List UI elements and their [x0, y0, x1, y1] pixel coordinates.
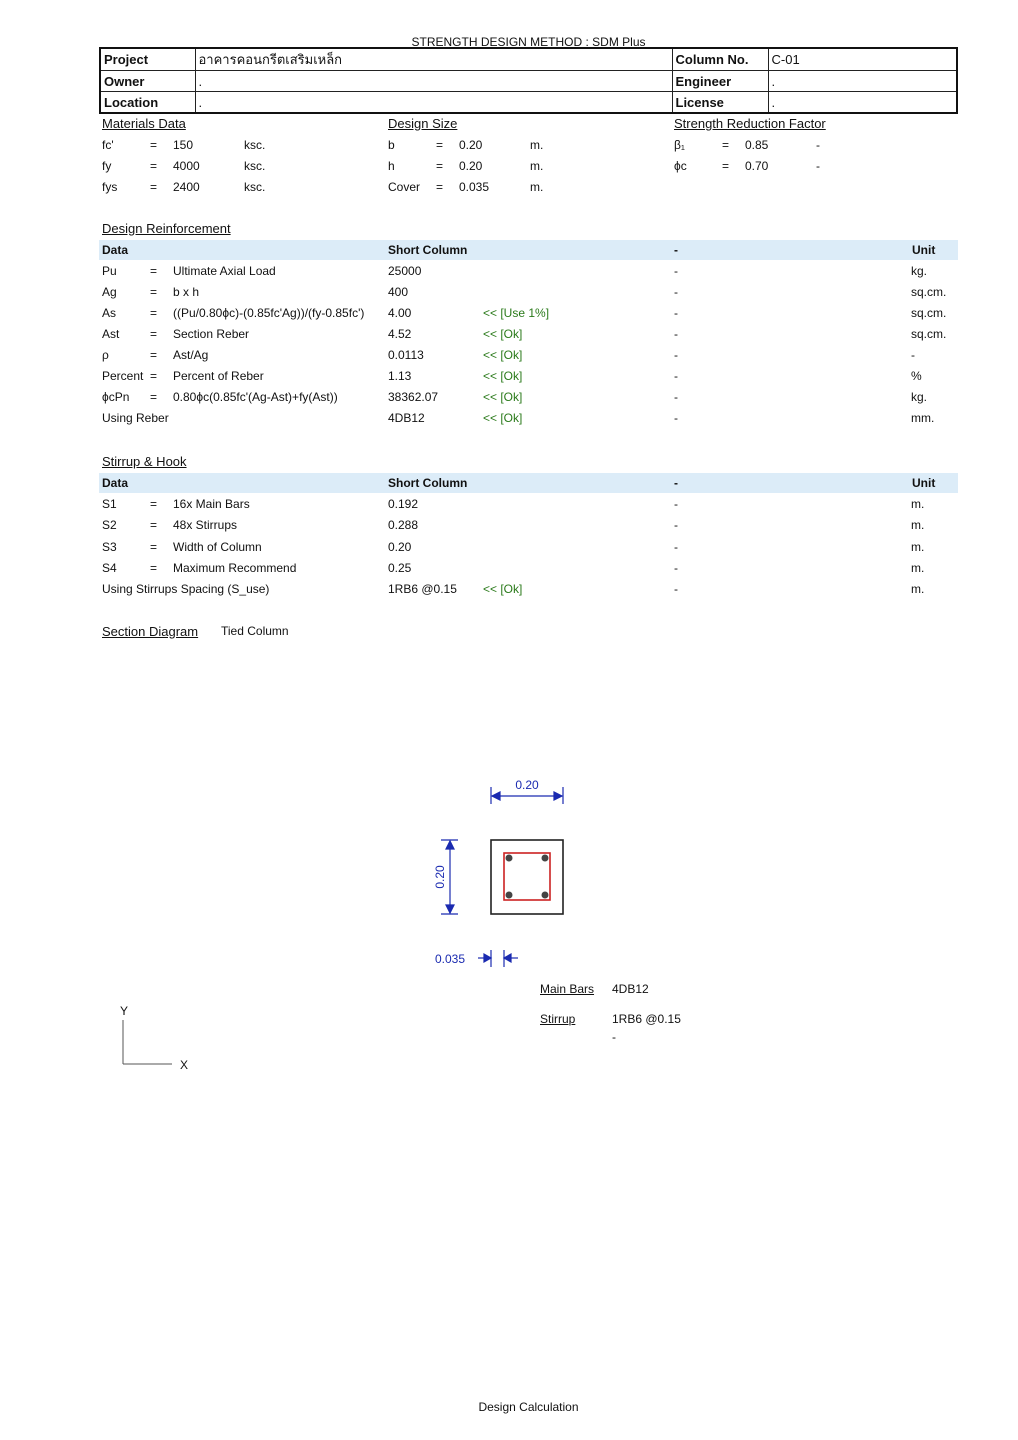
reduction-value: 0.70: [745, 159, 769, 173]
table-row: [99, 558, 958, 578]
material-eq: =: [150, 180, 158, 194]
row-dash: -: [674, 390, 678, 404]
row-dash: -: [674, 264, 678, 278]
cover-dimension: [478, 950, 518, 967]
table-row: [99, 303, 958, 323]
row-check: << [Ok]: [483, 411, 523, 425]
section-diagram-title: Section Diagram: [102, 624, 199, 639]
row-value: 38362.07: [388, 390, 439, 404]
material-eq: =: [150, 138, 158, 152]
column-outline: [491, 840, 563, 914]
axes-indicator: [110, 1000, 200, 1075]
row-name: ϕcPn: [102, 390, 130, 404]
row-name: As: [102, 306, 117, 320]
row-desc: Ast/Ag: [173, 348, 209, 362]
size-name: h: [388, 159, 395, 173]
row-unit: kg.: [911, 390, 928, 404]
row-value: 1.13: [388, 369, 412, 383]
main-bar: [542, 892, 549, 899]
row-name: S3: [102, 540, 117, 554]
row-desc: Section Reber: [173, 327, 250, 341]
row-desc: 0.80ϕc(0.85fc'(Ag-Ast)+fy(Ast)): [173, 390, 338, 404]
row-eq: =: [150, 327, 158, 341]
size-eq: =: [436, 159, 444, 173]
row-check: << [Ok]: [483, 327, 523, 341]
row-name: S1: [102, 497, 117, 511]
row-eq: =: [150, 369, 158, 383]
row-name: Pu: [102, 264, 117, 278]
header-data: Data: [102, 476, 129, 490]
row-dash: -: [674, 540, 678, 554]
owner-value: .: [195, 71, 672, 92]
row-check: << [Ok]: [483, 582, 523, 596]
row-name: Percent: [102, 369, 144, 383]
table-row: [99, 515, 958, 535]
reduction-title: Strength Reduction Factor: [674, 116, 826, 131]
material-name: fc': [102, 138, 114, 152]
engineer-label: Engineer: [672, 71, 768, 92]
axis-y-label: Y: [119, 1004, 129, 1018]
row-unit: kg.: [911, 264, 928, 278]
stirrup-extra: -: [612, 1030, 616, 1044]
column-no-value: C-01: [768, 48, 957, 71]
license-value: .: [768, 92, 957, 114]
row-value: 400: [388, 285, 409, 299]
axis-x-label: X: [179, 1058, 189, 1072]
row-eq: =: [150, 306, 158, 320]
main-bars-value: 4DB12: [612, 982, 649, 996]
header-short-column: Short Column: [388, 476, 468, 490]
row-desc: Maximum Recommend: [173, 561, 297, 575]
row-eq: =: [150, 348, 158, 362]
table-row: [99, 261, 958, 281]
reduction-name: ϕc: [674, 159, 687, 173]
row-desc: Width of Column: [173, 540, 262, 554]
reduction-eq: =: [722, 159, 730, 173]
row-unit: -: [911, 348, 915, 362]
size-unit: m.: [530, 180, 544, 194]
header-dash: -: [674, 476, 678, 490]
table-row: [99, 324, 958, 344]
stirrup-value: 1RB6 @0.15: [612, 1012, 681, 1026]
row-value: 4DB12: [388, 411, 425, 425]
main-bar: [506, 855, 513, 862]
location-label: Location: [100, 92, 195, 114]
row-unit: m.: [911, 497, 925, 511]
size-name: Cover: [388, 180, 421, 194]
reduction-unit: -: [816, 159, 820, 173]
header-unit: Unit: [912, 243, 936, 257]
project-label: Project: [100, 48, 195, 71]
stirrup-title: Stirrup & Hook: [102, 454, 187, 469]
size-name: b: [388, 138, 395, 152]
row-dash: -: [674, 518, 678, 532]
size-eq: =: [436, 138, 444, 152]
row-dash: -: [674, 348, 678, 362]
size-unit: m.: [530, 138, 544, 152]
row-check: << [Ok]: [483, 348, 523, 362]
header-unit: Unit: [912, 476, 936, 490]
row-name: S2: [102, 518, 117, 532]
table-row: [99, 366, 958, 386]
reduction-value: 0.85: [745, 138, 769, 152]
row-name: Ag: [102, 285, 117, 299]
main-bars-label: Main Bars: [540, 982, 595, 996]
size-value: 0.035: [459, 180, 490, 194]
engineer-value: .: [768, 71, 957, 92]
row-dash: -: [674, 306, 678, 320]
column-no-label: Column No.: [672, 48, 768, 71]
size-value: 0.20: [459, 159, 483, 173]
material-value: 2400: [173, 180, 200, 194]
row-unit: %: [911, 369, 922, 383]
row-name: ρ: [102, 348, 109, 362]
width-dimension-label: 0.20: [515, 778, 539, 792]
main-bar: [542, 855, 549, 862]
design-size-title: Design Size: [388, 116, 458, 131]
row-eq: =: [150, 390, 158, 404]
row-unit: m.: [911, 540, 925, 554]
height-dimension-label: 0.20: [433, 865, 447, 889]
project-value: อาคารคอนกรีตเสริมเหล็ก: [195, 48, 672, 71]
header-dash: -: [674, 243, 678, 257]
header-data: Data: [102, 243, 129, 257]
column-section-diagram: [400, 770, 620, 980]
reduction-name: β₁: [674, 138, 685, 152]
row-value: 0.25: [388, 561, 412, 575]
license-label: License: [672, 92, 768, 114]
row-check: << [Ok]: [483, 369, 523, 383]
row-unit: m.: [911, 518, 925, 532]
material-value: 150: [173, 138, 194, 152]
cover-dimension-label: 0.035: [434, 952, 465, 966]
row-check: << [Ok]: [483, 390, 523, 404]
row-eq: =: [150, 518, 158, 532]
row-dash: -: [674, 497, 678, 511]
row-eq: =: [150, 561, 158, 575]
row-unit: sq.cm.: [911, 285, 947, 299]
project-header-table: [99, 47, 958, 114]
reinforcement-title: Design Reinforcement: [102, 221, 231, 236]
reduction-eq: =: [722, 138, 730, 152]
row-dash: -: [674, 411, 678, 425]
size-eq: =: [436, 180, 444, 194]
table-row: [99, 537, 958, 557]
row-value: 4.52: [388, 327, 412, 341]
row-eq: =: [150, 264, 158, 278]
stirrup-label: Stirrup: [540, 1012, 576, 1026]
row-name: S4: [102, 561, 117, 575]
row-unit: m.: [911, 582, 925, 596]
row-desc: 16x Main Bars: [173, 497, 250, 511]
row-unit: sq.cm.: [911, 327, 947, 341]
reinforcement-header: [99, 240, 958, 260]
row-desc: ((Pu/0.80ϕc)-(0.85fc'Ag))/(fy-0.85fc'): [173, 306, 365, 320]
material-value: 4000: [173, 159, 200, 173]
row-value: 0.0113: [388, 348, 424, 362]
row-eq: =: [150, 285, 158, 299]
table-row: [99, 282, 958, 302]
row-check: << [Use 1%]: [483, 306, 550, 320]
material-name: fys: [102, 180, 118, 194]
material-unit: ksc.: [244, 138, 266, 152]
materials-title: Materials Data: [102, 116, 186, 131]
main-bar: [506, 892, 513, 899]
material-name: fy: [102, 159, 112, 173]
stirrup-header: [99, 473, 958, 493]
header-short-column: Short Column: [388, 243, 468, 257]
row-value: 0.192: [388, 497, 419, 511]
reduction-unit: -: [816, 138, 820, 152]
row-unit: sq.cm.: [911, 306, 947, 320]
row-dash: -: [674, 369, 678, 383]
row-dash: -: [674, 327, 678, 341]
location-value: .: [195, 92, 672, 114]
row-eq: =: [150, 497, 158, 511]
material-eq: =: [150, 159, 158, 173]
row-name: Using Reber: [102, 411, 169, 425]
size-unit: m.: [530, 159, 544, 173]
row-desc: Ultimate Axial Load: [173, 264, 276, 278]
footer: Design Calculation: [478, 1400, 579, 1414]
table-row: [99, 387, 958, 407]
row-desc: 48x Stirrups: [173, 518, 238, 532]
row-desc: b x h: [173, 285, 200, 299]
row-value: 1RB6 @0.15: [388, 582, 457, 596]
row-eq: =: [150, 540, 158, 554]
table-row: [99, 579, 958, 599]
row-name: Using Stirrups Spacing (S_use): [102, 582, 270, 596]
material-unit: ksc.: [244, 180, 266, 194]
section-diagram-subtitle: Tied Column: [221, 624, 289, 638]
row-unit: mm.: [911, 411, 935, 425]
row-dash: -: [674, 582, 678, 596]
row-dash: -: [674, 285, 678, 299]
row-value: 0.288: [388, 518, 419, 532]
table-row: [99, 408, 958, 428]
material-unit: ksc.: [244, 159, 266, 173]
table-row: [99, 345, 958, 365]
row-name: Ast: [102, 327, 120, 341]
row-dash: -: [674, 561, 678, 575]
page-title: STRENGTH DESIGN METHOD : SDM Plus: [411, 35, 646, 49]
size-value: 0.20: [459, 138, 483, 152]
table-row: [99, 494, 958, 514]
row-value: 4.00: [388, 306, 412, 320]
row-value: 25000: [388, 264, 422, 278]
row-unit: m.: [911, 561, 925, 575]
row-value: 0.20: [388, 540, 412, 554]
owner-label: Owner: [100, 71, 195, 92]
row-desc: Percent of Reber: [173, 369, 264, 383]
